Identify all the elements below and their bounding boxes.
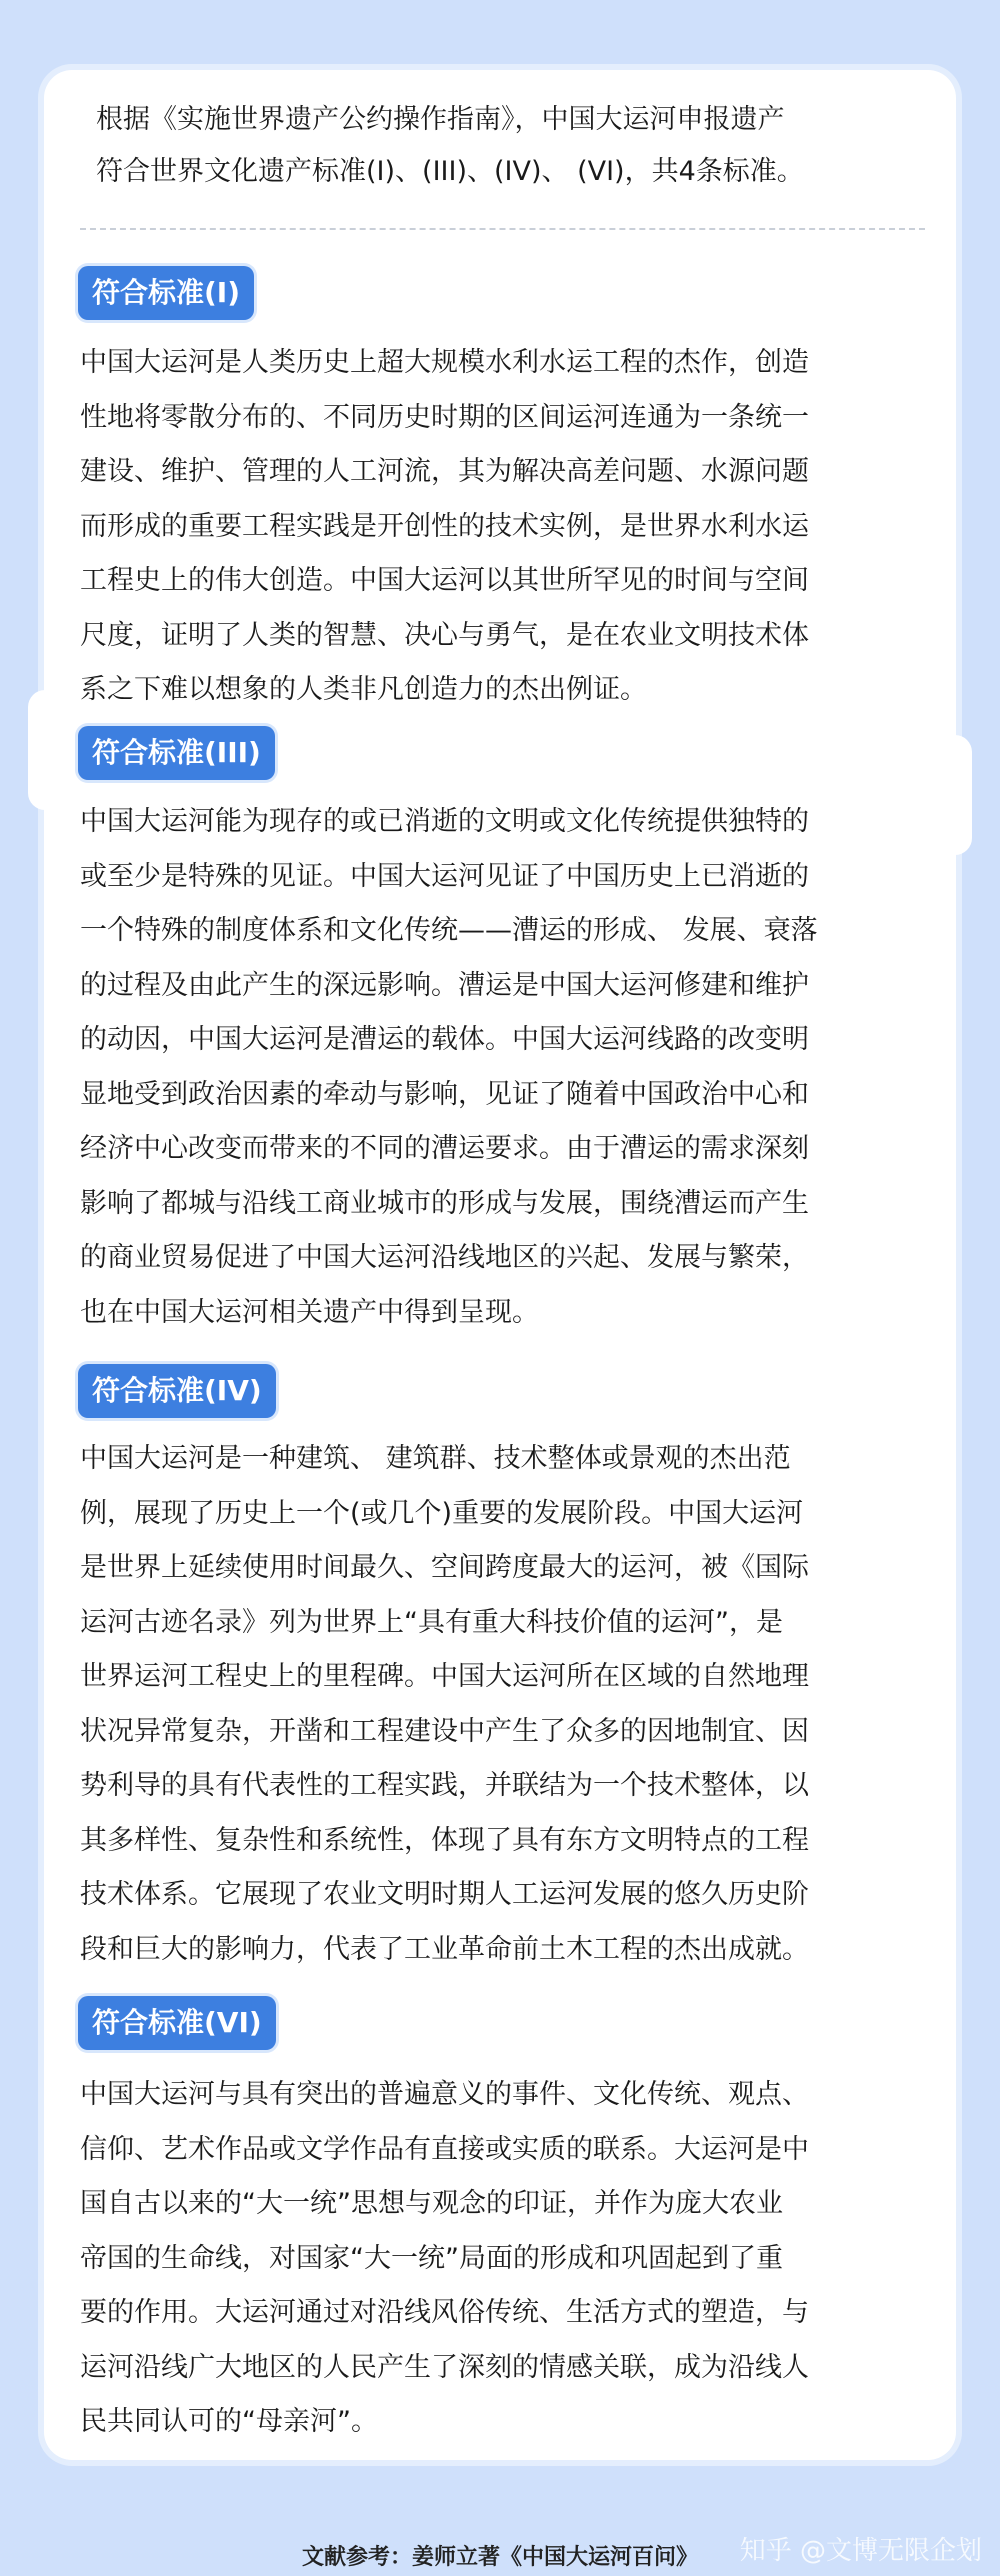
dashed-divider <box>80 228 925 230</box>
card-side-tab-left <box>28 690 62 810</box>
reference-footer: 文献参考：姜师立著《中国大运河百问》 <box>301 2545 698 2570</box>
section-text-standard-i: 中国大运河是人类历史上超大规模水利水运工程的杰作，创造 性地将零散分布的、不同历史时期的区间运河连通为一条统一 建设、维护、管理的人工河流，其为解决高差问题、水源问题 而形成的重要工程实践是开创性的技术实例，是世界水利水运 工程史上的伟大创造。中国大运河以其世所罕见的时间与空间 尺度，证明了人类的智慧、决心与勇气，是在农业文明技术体 系之下难以想象的人类非凡创造力的杰出例证。 <box>80 347 809 705</box>
section-text-standard-iii: 中国大运河能为现存的或已消逝的文明或文化传统提供独特的 或至少是特殊的见证。中国大运河见证了中国历史上已消逝的 一个特殊的制度体系和文化传统——漕运的形成、 发展、衰落 的过程及由此产生的深远影响。漕运是中国大运河修建和维护 的动因，中国大运河是漕运的载体。中国大运河线路的改变明 显地受到政治因素的牵动与影响，见证了随着中国政治中心和 经济中心改变而带来的不同的漕运要求。由于漕运的需求深刻 影响了都城与沿线工商业城市的形成与发展，围绕漕运而产生 的商业贸易促进了中国大运河沿线地区的兴起、发展与繁荣， 也在中国大运河相关遗产中得到呈现。 <box>80 806 818 1328</box>
section-text-standard-iv: 中国大运河是一种建筑、 建筑群、技术整体或景观的杰出范 例，展现了历史上一个(或几个)重要的发展阶段。中国大运河 是世界上延续使用时间最久、空间跨度最大的运河，被《国际 运河古迹名录》列为世界上“具有重大科技价值的运河”，是 世界运河工程史上的里程碑。中国大运河所在区域的自然地理 状况异常复杂，开凿和工程建设中产生了众多的因地制宜、因 势利导的具有代表性的工程实践，并联结为一个技术整体，以 其多样性、复杂性和系统性，体现了具有东方文明特点的工程 技术体系。它展现了农业文明时期人工运河发展的悠久历史阶 段和巨大的影响力，代表了工业革命前土木工程的杰出成就。 <box>80 1443 809 1965</box>
section-badge-standard-iii: 符合标准(III) <box>78 726 275 780</box>
section-badge-standard-iv: 符合标准(IV) <box>78 1364 276 1418</box>
card-side-tab-right <box>938 735 972 855</box>
watermark: 知乎 @文博无限企划 <box>739 2536 982 2566</box>
intro-text: 根据《实施世界遗产公约操作指南》，中国大运河申报遗产 符合世界文化遗产标准(I)、(III)、(IV)、 (VI)，共4条标准。 <box>96 104 804 187</box>
section-text-standard-vi: 中国大运河与具有突出的普遍意义的事件、文化传统、观点、 信仰、艺术作品或文学作品有直接或实质的联系。大运河是中 国自古以来的“大一统”思想与观念的印证，并作为庞大农业 帝国的生命线，对国家“大一统”局面的形成和巩固起到了重 要的作用。大运河通过对沿线风俗传统、生活方式的塑造，与 运河沿线广大地区的人民产生了深刻的情感关联，成为沿线人 民共同认可的“母亲河”。 <box>80 2079 809 2437</box>
section-badge-standard-vi: 符合标准(VI) <box>78 1996 276 2050</box>
section-badge-standard-i: 符合标准(I) <box>78 266 254 320</box>
